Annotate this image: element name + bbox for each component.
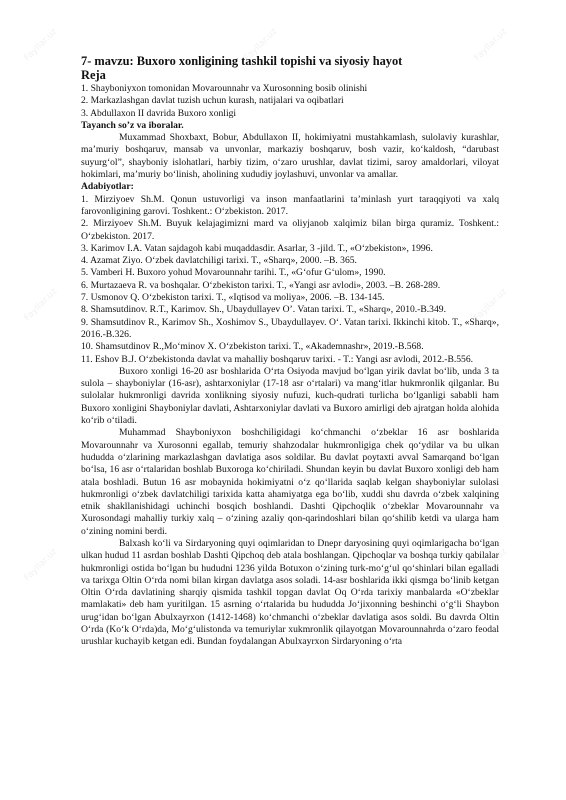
plan-heading: Reja <box>81 68 106 82</box>
document-title: 7- mavzu: Buxoro xonligining tashkil topishi va siyosiy hayot <box>81 54 403 68</box>
watermark: Fayllar.uz <box>22 286 60 324</box>
keywords-text: Muxammad Shoxbaxt, Bobur, Abdullaxon II, hokimiyatni mustahkamlash, sulolaviy kurashlar, ma’muriy boshqaruv, mansab va unvonlar, markaziy boshqaruv, bosh vazir, ko‘kaldosh, “darubast suyurg‘ol”, shayboniy islohatlari, harbiy tizim, o‘zaro urushlar, davlat tizimi, saroy amaldorlari, viloyat hokimlari, ma’muriy bo‘linish, aholining xududiy joylashuvi, unvonlar va amallar. <box>81 132 499 181</box>
plan-list <box>81 83 499 120</box>
reference-item: 2. Mirziyoev Sh.M. Buyuk kelajagimizni mard va oliyjanob xalqimiz bilan birga quramiz. Toshkent.: O‘zbekiston. 2017. <box>81 218 499 242</box>
reference-item: 9. Shamsutdinov R., Karimov Sh., Xoshimov S., Ubaydullayev. O‘. Vatan tarixi. Ikkinchi kitob. T., «Sharq», 2016.-B.326. <box>81 316 499 340</box>
keywords-heading: Tayanch so’z va iboralar. <box>81 119 184 131</box>
reference-item: 8. Shamsutdinov. R.T., Karimov. Sh., Ubaydullayev O’. Vatan tarixi. T., «Sharq», 2010.-B.349. <box>81 304 446 316</box>
watermark: Fayllar.uz <box>22 546 60 584</box>
watermark: Fayllar.uz <box>242 546 280 584</box>
watermark: Fayllar.uz <box>242 26 280 64</box>
reference-item: 6. Murtazaeva R. va boshqalar. O‘zbekiston tarixi. T., «Yangi asr avlodi», 2003. –B. 268-289. <box>81 279 441 291</box>
reference-item: 4. Azamat Ziyo. O‘zbek davlatchiligi tarixi. T., «Sharq», 2000. –B. 365. <box>81 255 357 267</box>
body-paragraph: Muhammad Shayboniyxon boshchiligidagi ko‘chmanchi o‘zbeklar 16 asr boshlarida Movarounnahr va Xurosonni egallab, temuriy shahzodalar hukmronligiga chek qo‘ydilar va bu ulkan hududda o‘zlarining markazlashgan davlatiga asos soldilar. Bu davlat poytaxti avval Samarqand bo‘lgan bo‘lsa, 16 asr o‘rtalaridan boshlab Buxoroga ko‘chiriladi. Shundan keyin bu davlat Buxoro xonligi deb ham atala boshladi. Butun 16 asr mobaynida hokimiyatni o‘z qo‘llarida saqlab kelgan shayboniylar sulolasi hukmronligi o‘zbek davlatchiligi tarixida katta ahamiyatga ega bo‘lib, xuddi shu davrda o‘zbek xalqining etnik shakllanishidagi uchinchi bosqich boshlandi. Dashti Qipchoqlik o‘zbeklar Movarounnahr va Xurosondagi mahalliy turkiy xalq – o‘zining azaliy qon-qarindoshlari bilan qo‘shilib ketdi va ularga ham o‘zining nomini berdi. <box>81 427 499 537</box>
plan-item: 2. Markazlashgan davlat tuzish uchun kurash, natijalari va oqibatlari <box>81 95 344 107</box>
watermark: Fayllar.uz <box>472 286 510 324</box>
reference-item: 11. Eshov B.J. O‘zbekistonda davlat va mahalliy boshqaruv tarixi. - T.: Yangi asr avlodi, 2012.-B.556. <box>81 353 474 365</box>
body-paragraph: Balxash ko‘li va Sirdaryoning quyi oqimlaridan to Dnepr daryosining quyi oqimlarigacha bo‘lgan ulkan hudud 11 asrdan boshlab Dashti Qipchoq deb atala boshlangan. Qipchoqlar va boshqa turkiy qabilalar hukmronligi ostida bo‘lgan bu hududni 1236 yilda Botuxon o‘zining turk-mo‘g‘ul qo‘shinlari bilan egalladi va tarixga Oltin O‘rda nomi bilan kirgan davlatga asos soladi. 14-asr boshlarida ikki qismga bo‘linib ketgan Oltin O‘rda davlatining sharqiy qismida tashkil topgan davlat Oq O‘rda tarixiy manbalarda «O‘zbeklar mamlakati» deb ham yuritilgan. 15 asrning o‘rtalarida bu hududda Jo‘jixonning beshinchi o‘g‘li Shaybon urug‘idan bo‘lgan Abulxayrxon (1412-1468) ko‘chmanchi o‘zbeklar davlatiga asos soldi. Bu davrda Oltin O‘rda (Ko‘k O‘rda)da, Mo‘g‘ulistonda va temuriylar xukmronlik qilayotgan Movarounnahrda o‘zaro feodal urushlar kuchayib ketgan edi. Bundan foydalangan Abulxayrxon Sirdaryoning o‘rta <box>81 537 499 648</box>
watermark: Fayllar.uz <box>472 546 510 584</box>
reference-item: 10. Shamsutdinov R.,Mo‘minov X. O‘zbekiston tarixi. T., «Akademnashr», 2019.-B.568. <box>81 341 424 353</box>
reference-item: 1. Mirziyoev Sh.M. Qonun ustuvorligi va inson manfaatlarini ta’minlash yurt taraqqiyoti va xalq farovonligining garovi. Toshkent.: O‘zbekiston. 2017. <box>81 193 499 217</box>
references-heading: Adabiyotlar: <box>81 181 134 193</box>
watermark: Fayllar.uz <box>242 286 280 324</box>
plan-item: 1. Shayboniyxon tomonidan Movarounnahr va Xurosonning bosib olinishi <box>81 83 368 94</box>
reference-item: 5. Vamberi H. Buxoro yohud Movarounnahr tarihi. T., «G‘ofur G‘ulom», 1990. <box>81 267 386 279</box>
references-list <box>81 194 499 366</box>
reference-item: 3. Karimov I.A. Vatan sajdagoh kabi muqaddasdir. Asarlar, 3 -jild. T., «O‘zbekiston», 1996. <box>81 242 433 254</box>
watermark: Fayllar.uz <box>22 26 60 64</box>
reference-item: 7. Usmonov Q. O‘zbekiston tarixi. T., «Iqtisod va moliya», 2006. –B. 134-145. <box>81 292 385 304</box>
body-paragraph: Buxoro xonligi 16-20 asr boshlarida O‘rta Osiyoda mavjud bo‘lgan yirik davlat bo‘lib, unda 3 ta sulola – shayboniylar (16-asr), ashtarxoniylar (17-18 asr o‘rtalari) va mang‘itlar hukmronlik qilganlar. Bu sulolalar hukmronligi davrida xonlikning siyosiy nufuzi, kuch-qudrati turlicha bo‘lganligi sababli ham Buxoro xonligini Shayboniylar davlati, Ashtarxoniylar davlati va Buxoro amirligi deb ajratgan holda alohida ko‘rib o‘tiladi. <box>81 365 499 427</box>
document-body <box>81 54 499 649</box>
plan-item: 3. Abdullaxon II davrida Buxoro xonligi <box>81 107 237 119</box>
watermark: Fayllar.uz <box>472 26 510 64</box>
